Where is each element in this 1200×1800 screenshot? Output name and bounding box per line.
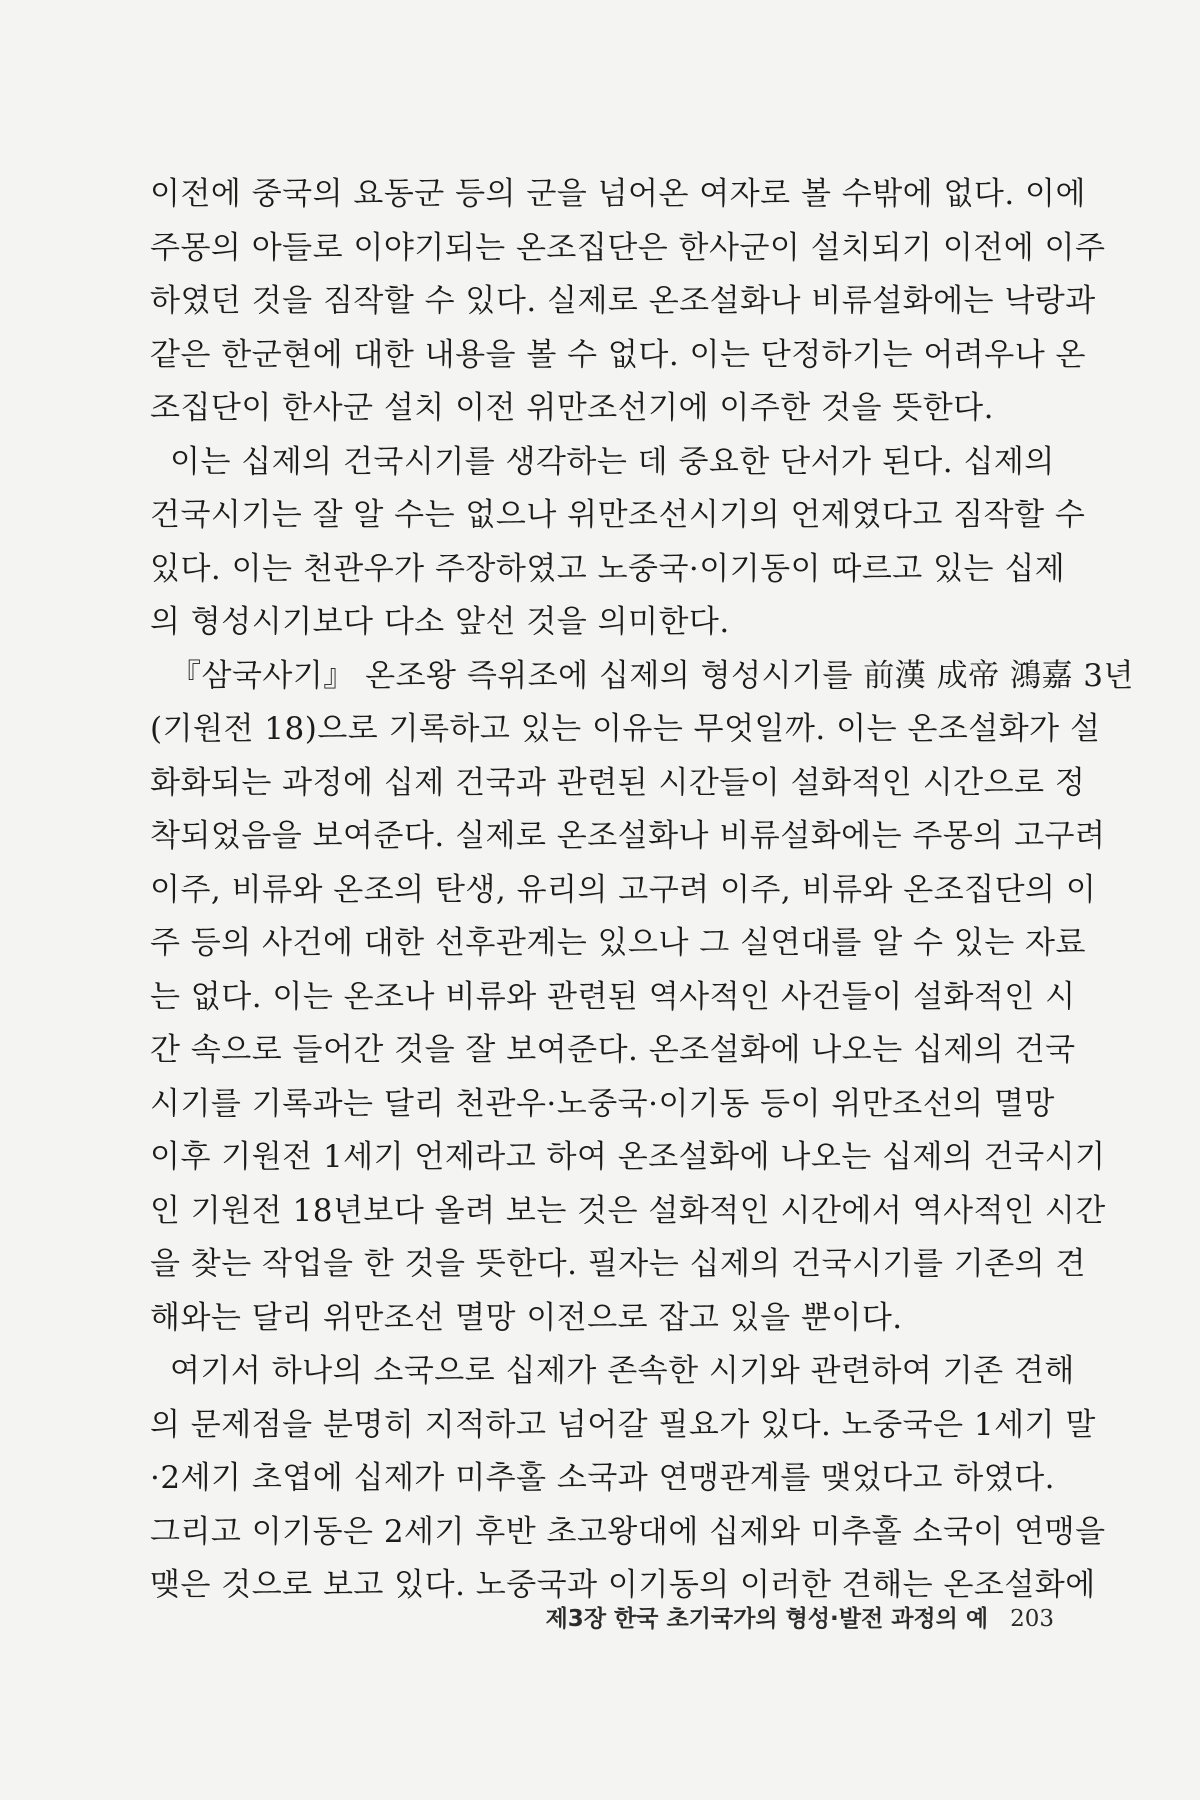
text-line: 착되었음을 보여준다. 실제로 온조설화나 비류설화에는 주몽의 고구려	[150, 818, 1106, 854]
page-footer	[546, 1600, 1054, 1633]
text-line: 여기서 하나의 소국으로 십제가 존속한 시기와 관련하여 기존 견해	[170, 1353, 1075, 1389]
text-line: 화화되는 과정에 십제 건국과 관련된 시간들이 설화적인 시간으로 정	[150, 764, 1086, 801]
text-line: 『삼국사기』 온조왕 즉위조에 십제의 형성시기를 前漢 成帝 鴻嘉 3년	[170, 657, 1134, 694]
text-line: 있다. 이는 천관우가 주장하였고 노중국·이기동이 따르고 있는 십제	[150, 550, 1066, 587]
text-line: (기원전 18)으로 기록하고 있는 이유는 무엇일까. 이는 온조설화가 설	[150, 711, 1101, 747]
text-line: 같은 한군현에 대한 내용을 볼 수 없다. 이는 단정하기는 어려우나 온	[150, 336, 1086, 373]
body-text	[150, 168, 1134, 1613]
paragraph	[150, 436, 1086, 650]
text-line: 건국시기는 잘 알 수는 없으나 위만조선시기의 언제였다고 짐작할 수	[150, 497, 1086, 533]
paragraph	[150, 168, 1106, 436]
text-line: 주 등의 사건에 대한 선후관계는 있으나 그 실연대를 알 수 있는 자료	[150, 925, 1086, 961]
running-title: 제3장 한국 초기국가의 형성·발전 과정의 예	[545, 1606, 989, 1632]
text-line: 그리고 이기동은 2세기 후반 초고왕대에 십제와 미추홀 소국이 연맹을	[150, 1513, 1106, 1550]
text-line: 을 찾는 작업을 한 것을 뜻한다. 필자는 십제의 건국시기를 기존의 견	[150, 1246, 1086, 1282]
text-line: 주몽의 아들로 이야기되는 온조집단은 한사군이 설치되기 이전에 이주	[150, 229, 1106, 266]
text-line: 이전에 중국의 요동군 등의 군을 넘어온 여자로 볼 수밖에 없다. 이에	[150, 176, 1086, 212]
page-number: 203	[1010, 1606, 1054, 1632]
text-line: 의 문제점을 분명히 지적하고 넘어갈 필요가 있다. 노중국은 1세기 말	[150, 1406, 1096, 1443]
text-line: 이후 기원전 1세기 언제라고 하여 온조설화에 나오는 십제의 건국시기	[150, 1139, 1106, 1175]
text-line: 하였던 것을 짐작할 수 있다. 실제로 온조설화나 비류설화에는 낙랑과	[150, 283, 1096, 319]
text-line: 조집단이 한사군 설치 이전 위만조선기에 이주한 것을 뜻한다.	[150, 390, 994, 426]
text-line: 간 속으로 들어간 것을 잘 보여준다. 온조설화에 나오는 십제의 건국	[150, 1032, 1076, 1068]
text-line: 해와는 달리 위만조선 멸망 이전으로 잡고 있을 뿐이다.	[150, 1299, 903, 1336]
text-line: 이는 십제의 건국시기를 생각하는 데 중요한 단서가 된다. 십제의	[170, 443, 1055, 480]
text-line: 시기를 기록과는 달리 천관우·노중국·이기동 등이 위만조선의 멸망	[150, 1085, 1055, 1122]
paragraph	[150, 650, 1134, 1346]
text-line: 인 기원전 18년보다 올려 보는 것은 설화적인 시간에서 역사적인 시간	[150, 1192, 1106, 1229]
paragraph	[150, 1345, 1106, 1613]
text-line: 의 형성시기보다 다소 앞선 것을 의미한다.	[150, 604, 730, 640]
text-line: ·2세기 초엽에 십제가 미추홀 소국과 연맹관계를 맺었다고 하였다.	[150, 1460, 1056, 1496]
text-line: 이주, 비류와 온조의 탄생, 유리의 고구려 이주, 비류와 온조집단의 이	[150, 871, 1097, 908]
text-line: 는 없다. 이는 온조나 비류와 관련된 역사적인 사건들이 설화적인 시	[150, 978, 1076, 1015]
text-line: 맺은 것으로 보고 있다. 노중국과 이기동의 이러한 견해는 온조설화에	[150, 1567, 1096, 1603]
